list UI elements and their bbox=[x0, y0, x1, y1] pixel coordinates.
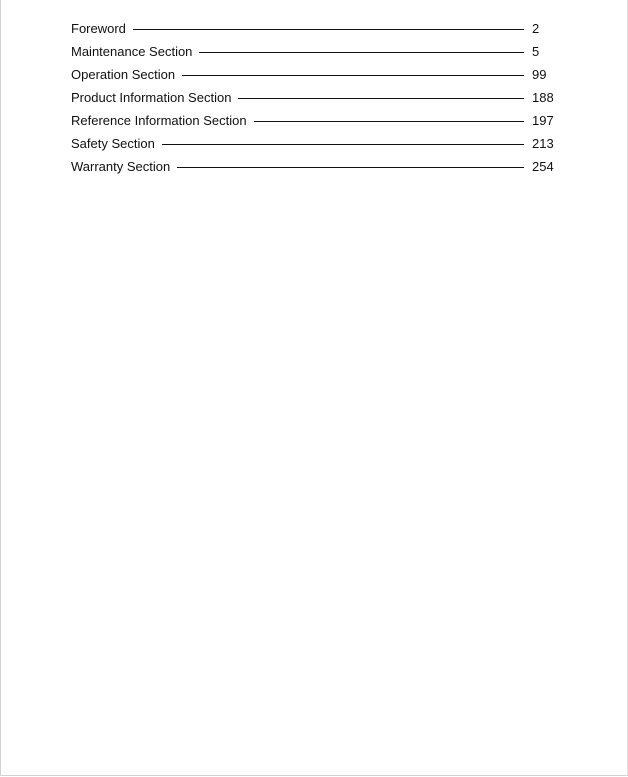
toc-entry-product-information[interactable] bbox=[71, 86, 556, 109]
toc-entry-page: 254 bbox=[532, 159, 554, 174]
toc-entry-warranty[interactable] bbox=[71, 155, 556, 178]
toc-entry-title: Operation Section bbox=[71, 67, 176, 82]
toc-entry-title: Reference Information Section bbox=[71, 113, 247, 128]
toc-leader-line bbox=[133, 29, 524, 30]
toc-entry-title: Foreword bbox=[71, 21, 126, 36]
toc-leader-line bbox=[254, 121, 524, 122]
toc-entry-page: 197 bbox=[532, 113, 554, 128]
toc-entry-operation[interactable] bbox=[71, 63, 556, 86]
toc-leader-line bbox=[199, 52, 524, 53]
toc-entry-page: 213 bbox=[532, 136, 554, 151]
toc-entry-page: 5 bbox=[532, 44, 540, 59]
toc-entry-title: Product Information Section bbox=[71, 90, 232, 105]
toc-leader-line bbox=[182, 75, 524, 76]
table-of-contents bbox=[71, 17, 556, 178]
toc-entry-page: 188 bbox=[532, 90, 554, 105]
toc-entry-foreword[interactable] bbox=[71, 17, 556, 40]
toc-leader-line bbox=[238, 98, 524, 99]
toc-leader-line bbox=[177, 167, 524, 168]
toc-entry-page: 2 bbox=[532, 21, 540, 36]
toc-entry-reference-information[interactable] bbox=[71, 109, 556, 132]
toc-entry-maintenance[interactable] bbox=[71, 40, 556, 63]
toc-leader-line bbox=[162, 144, 524, 145]
toc-entry-title: Maintenance Section bbox=[71, 44, 193, 59]
toc-entry-page: 99 bbox=[532, 67, 547, 82]
toc-entry-title: Warranty Section bbox=[71, 159, 171, 174]
toc-entry-title: Safety Section bbox=[71, 136, 155, 151]
toc-entry-safety[interactable] bbox=[71, 132, 556, 155]
